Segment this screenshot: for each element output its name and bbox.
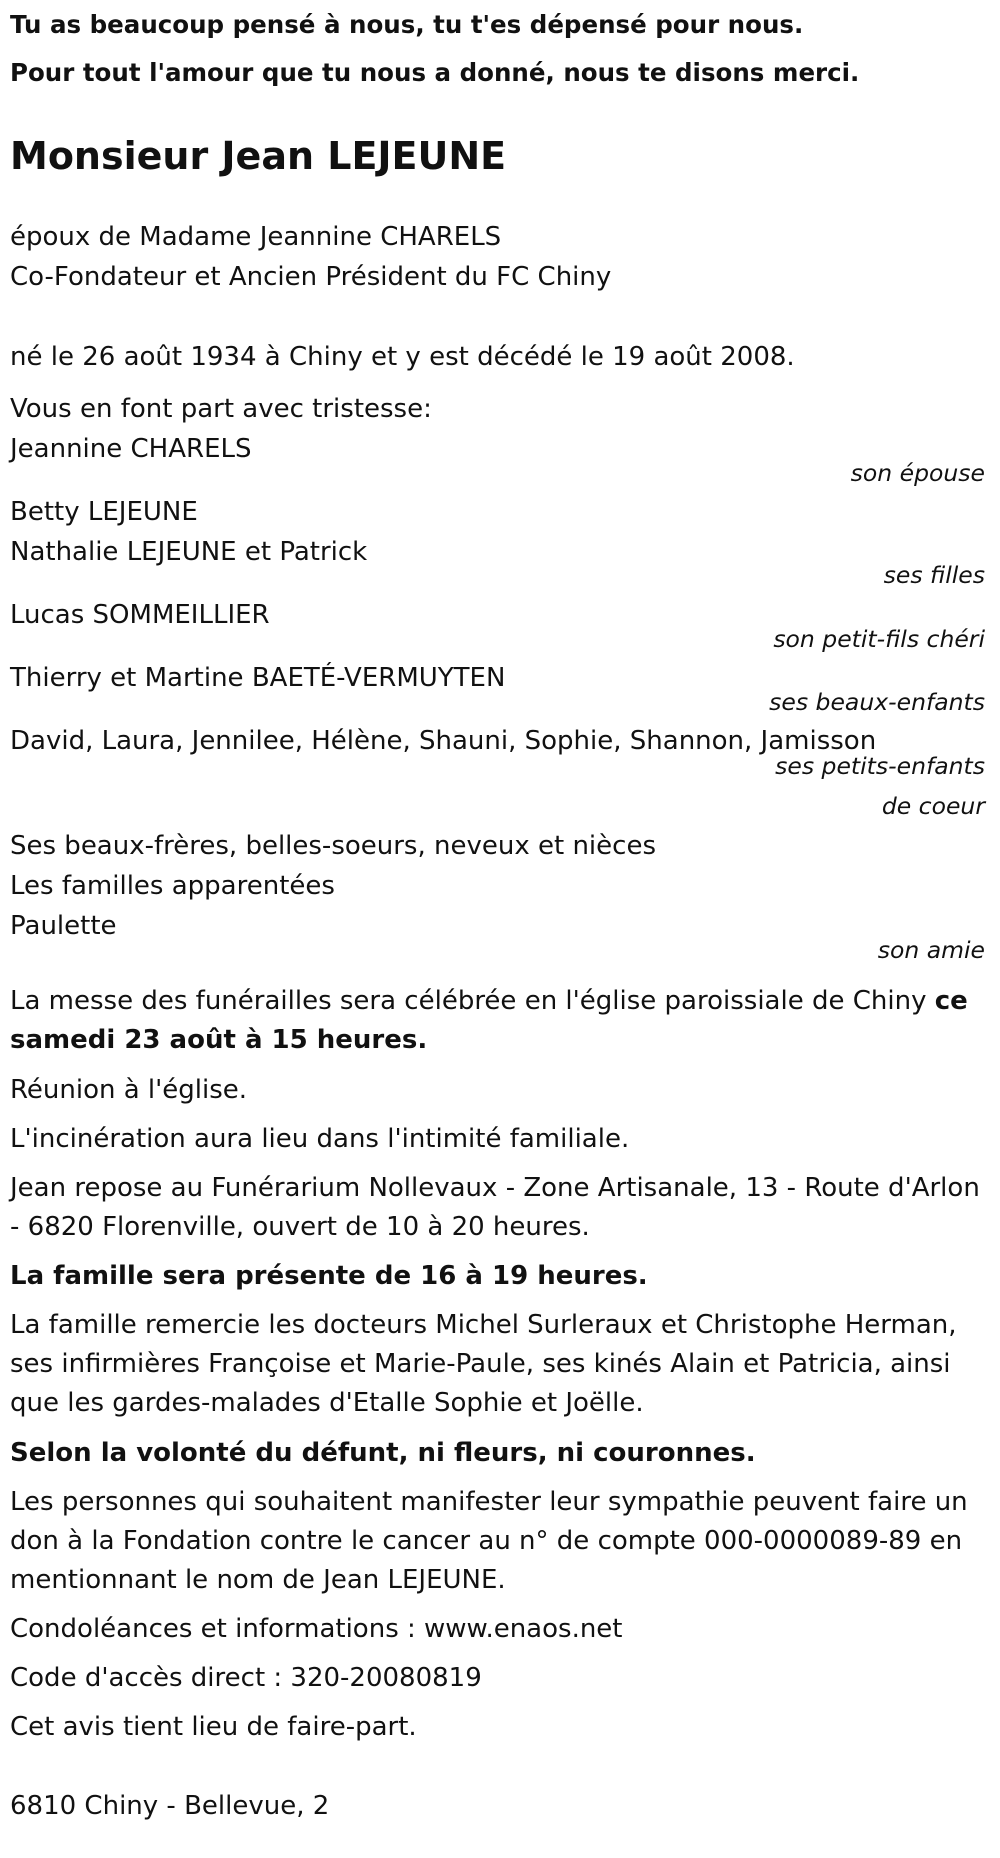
access-code-line: Code d'accès direct : 320-20080819 [10,1663,482,1693]
epigraph-line-2: Pour tout l'amour que tu nous a donné, nous te disons merci. [10,58,860,87]
family-name: Betty LEJEUNE [10,497,198,527]
family-relation: son épouse [850,459,985,487]
rest-place-paragraph: Jean repose au Funérarium Nollevaux - Zone Artisanale, 13 - Route d'Arlon - 6820 Florenville, ouvert de 10 à 20 heures. [10,1173,980,1242]
notice-line: Cet avis tient lieu de faire-part. [10,1712,417,1742]
spouse-line: époux de Madame Jeannine CHARELS [10,222,502,252]
family-name: Ses beaux-frères, belles-soeurs, neveux et nièces [10,831,656,861]
family-presence-line: La famille sera présente de 16 à 19 heures. [10,1261,648,1291]
family-intro: Vous en font part avec tristesse: [10,394,432,424]
meeting-line: Réunion à l'église. [10,1075,248,1105]
donation-paragraph: Les personnes qui souhaitent manifester leur sympathie peuvent faire un don à la Fondation contre le cancer au n° de compte 000-0000089-89 en mentionnant le nom de Jean LEJEUNE. [10,1487,968,1595]
family-name: Les familles apparentées [10,871,335,901]
family-name: Lucas SOMMEILLIER [10,600,270,630]
mass-date: ce samedi 23 août à 15 heures. [10,986,968,1055]
condolences-line: Condoléances et informations : www.enaos.net [10,1614,623,1644]
no-flowers-line: Selon la volonté du défunt, ni fleurs, ni couronnes. [10,1438,756,1468]
cremation-line: L'incinération aura lieu dans l'intimité familiale. [10,1124,630,1154]
title-line: Co-Fondateur et Ancien Président du FC Chiny [10,262,612,292]
family-relation: son petit-fils chéri [773,625,985,653]
mass-paragraph [10,982,988,1060]
deceased-name: Monsieur Jean LEJEUNE [10,134,507,178]
family-relation: son amie [877,936,985,964]
mass-text: La messe des funérailles sera célébrée en l'église paroissiale de Chiny [10,986,935,1016]
family-name: Nathalie LEJEUNE et Patrick [10,537,368,567]
family-relation: de coeur [881,792,985,820]
family-relation: ses beaux-enfants [769,688,985,716]
family-relation: ses filles [883,561,985,589]
family-name: Thierry et Martine BAETÉ-VERMUYTEN [10,663,506,693]
dates-line: né le 26 août 1934 à Chiny et y est décédé le 19 août 2008. [10,342,795,372]
family-name: Paulette [10,911,117,941]
address-line: 6810 Chiny - Bellevue, 2 [10,1791,330,1821]
family-name: David, Laura, Jennilee, Hélène, Shauni, Sophie, Shannon, Jamisson [10,726,877,756]
family-name: Jeannine CHARELS [10,434,252,464]
epigraph-line-1: Tu as beaucoup pensé à nous, tu t'es dépensé pour nous. [10,10,804,39]
thanks-paragraph: La famille remercie les docteurs Michel Surleraux et Christophe Herman, ses infirmières Françoise et Marie-Paule, ses kinés Alain et Patricia, ainsi que les gardes-malades d'Etalle Sophie et Joëlle. [10,1310,957,1418]
family-relation: ses petits-enfants [775,752,985,780]
